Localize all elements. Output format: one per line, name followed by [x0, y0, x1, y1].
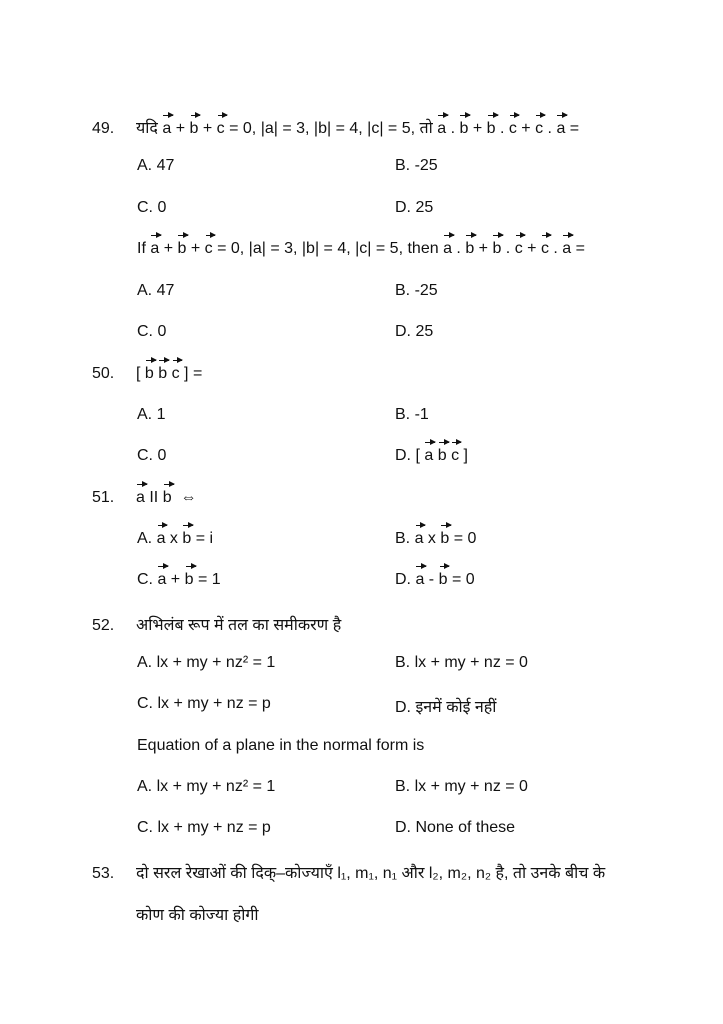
option-c: C. 0: [137, 199, 167, 216]
option-b: B. -25: [395, 157, 438, 174]
option-b: B. a x b = 0: [395, 530, 477, 547]
option-d: D. a - b = 0: [395, 571, 475, 588]
parallel-symbol: II: [149, 489, 159, 506]
option-d: D. 25: [395, 199, 434, 216]
option-a: A. 47: [137, 282, 175, 299]
question-number: 53.: [92, 865, 115, 882]
question-text: = 0, |a| = 3, |b| = 4, |c| = 5,: [229, 120, 416, 137]
option-c: C. lx + my + nz = p: [137, 819, 271, 836]
option-b: B. lx + my + nz = 0: [395, 654, 528, 671]
question-number: 50.: [92, 365, 115, 382]
option-c: C. 0: [137, 323, 167, 340]
option-b: B. -25: [395, 282, 438, 299]
option-text: = 0: [451, 571, 475, 588]
question-text: यदि: [136, 120, 158, 137]
option-a: A. lx + my + nz² = 1: [137, 654, 276, 671]
question-text: = 0, |a| = 3, |b| = 4, |c| = 5,: [217, 240, 404, 257]
option-label: D.: [395, 571, 411, 588]
option-a: A. lx + my + nz² = 1: [137, 778, 276, 795]
option-label: A.: [137, 530, 153, 547]
option-c: C. 0: [137, 447, 167, 464]
option-a: A. 1: [137, 406, 166, 423]
question-53: [92, 861, 605, 883]
question-number: 51.: [92, 489, 115, 506]
option-label: B.: [395, 530, 411, 547]
question-51: 51. a II b ⇔: [92, 489, 197, 506]
option-a: A. a x b = i: [137, 530, 214, 547]
question-text: अभिलंब रूप में तल का समीकरण है: [136, 617, 342, 634]
option-text: = 0: [453, 530, 477, 547]
option-c: C. a + b = 1: [137, 571, 221, 588]
option-d: D. इनमें कोई नहीं: [395, 699, 497, 716]
question-50: 50. [ b b c ] =: [92, 365, 203, 382]
option-b: B. -1: [395, 406, 429, 423]
question-49-english: If a + b + c = 0, |a| = 3, |b| = 4, |c| = 5, then a . b + b . c + c . a =: [137, 240, 585, 257]
question-text: then: [407, 240, 439, 257]
option-label: D.: [395, 447, 411, 464]
option-text: = i: [195, 530, 214, 547]
option-a: A. 47: [137, 157, 175, 174]
option-d: D. None of these: [395, 819, 516, 836]
question-text: तो: [419, 120, 433, 137]
question-53-continuation: कोण की कोज्या होगी: [136, 907, 259, 924]
question-text: दो सरल रेखाओं की दिक्–कोज्याएँ l₁, m₁, n₁ और l₂, m₂, n₂ है, तो उनके बीच के: [136, 865, 606, 882]
option-label: C.: [137, 571, 153, 588]
question-number: 49.: [92, 120, 115, 137]
option-d: D. [ a b c ]: [395, 447, 468, 464]
option-text: = 1: [197, 571, 221, 588]
question-52-english: Equation of a plane in the normal form is: [137, 737, 425, 754]
question-number: 52.: [92, 617, 115, 634]
option-c: C. lx + my + nz = p: [137, 695, 271, 712]
question-52: [92, 613, 341, 635]
question-text: If: [137, 240, 146, 257]
iff-symbol: ⇔: [180, 489, 197, 506]
question-49: 49. यदि a + b + c = 0, |a| = 3, |b| = 4, |c| = 5, तो a . b + b . c + c . a =: [92, 120, 580, 137]
option-d: D. 25: [395, 323, 434, 340]
option-b: B. lx + my + nz = 0: [395, 778, 528, 795]
